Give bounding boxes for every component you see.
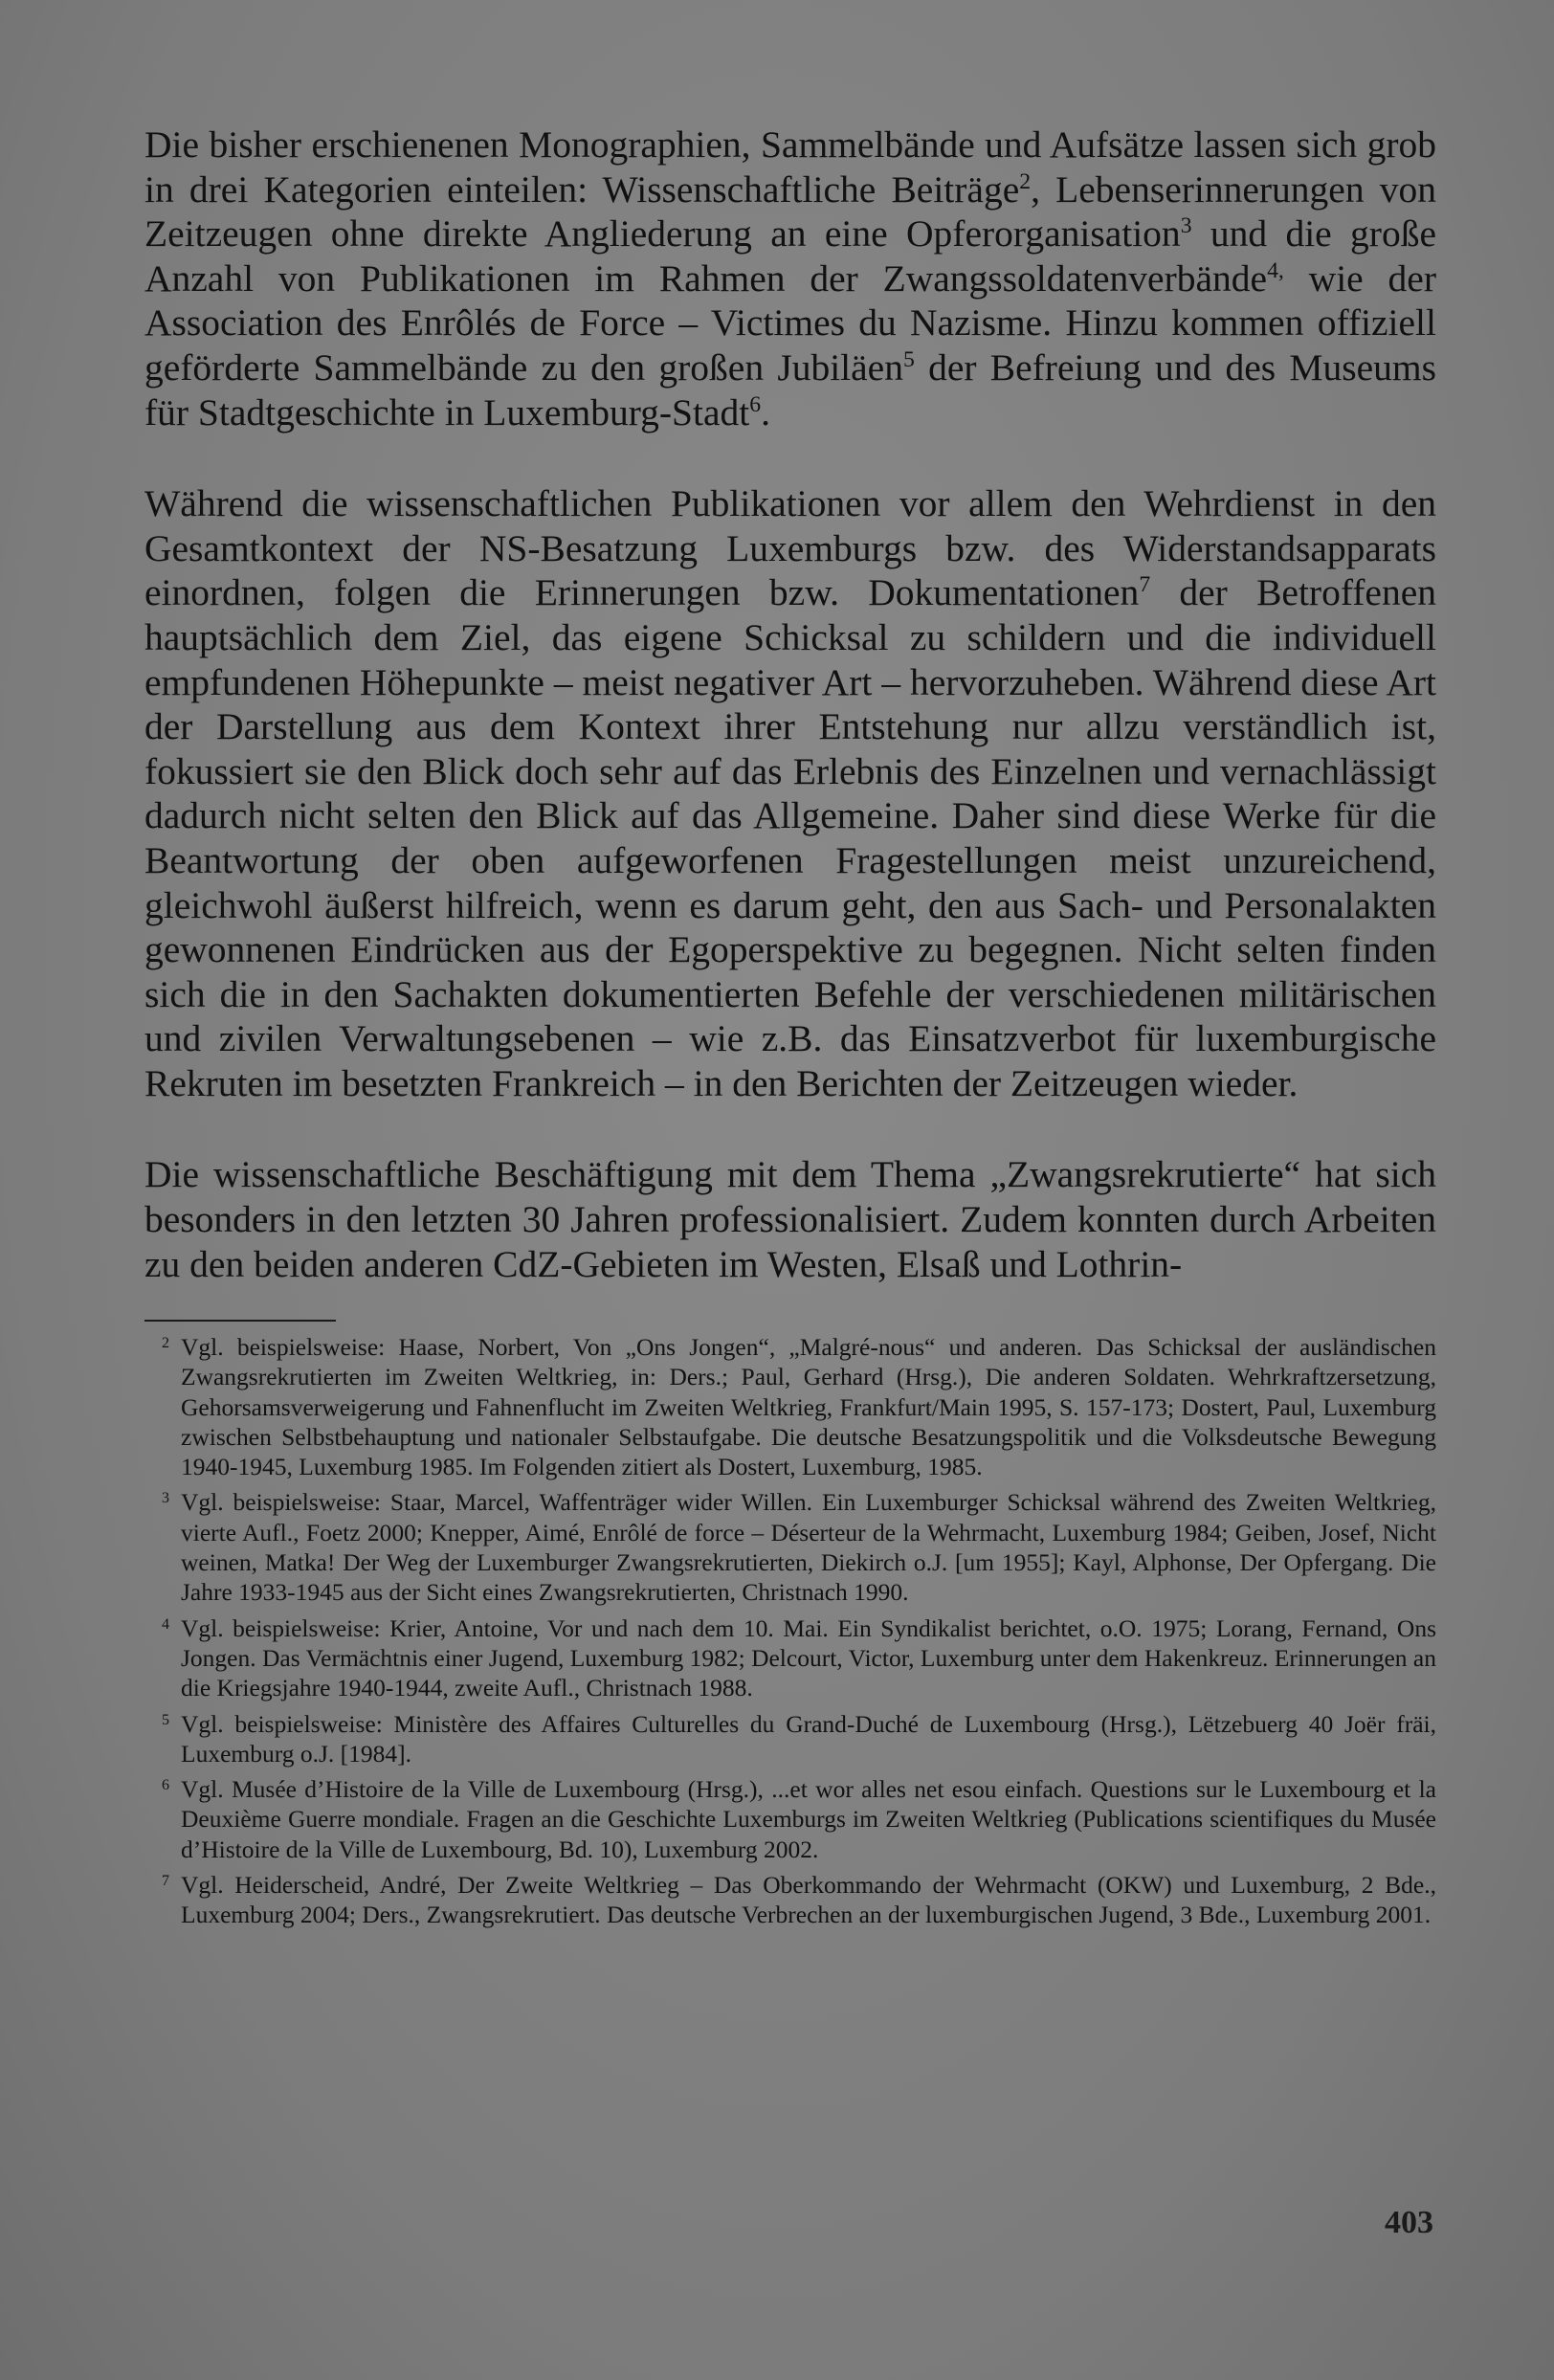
- footnote-text: Vgl. beispielsweise: Ministère des Affaires Culturelles du Grand-Duché de Luxembourg (Hrsg.), Lëtzebuerg 40 Joër fräi, Luxemburg o.J. [1984].: [181, 1709, 1436, 1768]
- footnote-number: 6: [162, 1777, 169, 1794]
- footnote-divider: [144, 1320, 336, 1322]
- paragraph-2: [144, 481, 1436, 1105]
- footnote-text: Vgl. Musée d’Histoire de la Ville de Luxembourg (Hrsg.), ...et wor alles net esou einfach. Questions sur le Luxembourg et la Deuxième Guerre mondiale. Fragen an die Geschichte Luxemburgs im Zweiten Weltkrieg (Publications scientifiques du Musée d’Histoire de la Ville de Luxembourg, Bd. 10), Luxemburg 2002.: [181, 1775, 1436, 1863]
- footnote-ref: 3: [1180, 213, 1192, 239]
- footnote-text: Vgl. beispielsweise: Haase, Norbert, Von „Ons Jongen“, „Malgré-nous“ und anderen. Das Schicksal der ausländischen Zwangsrekrutierten im Zweiten Weltkrieg, in: Ders.; Paul, Gerhard (Hrsg.), Die anderen Soldaten. Wehrkraftzersetzung, Gehorsamsverweigerung und Fahnenflucht im Zweiten Weltkrieg, Frankfurt/Main 1995, S. 157-173; Dostert, Paul, Luxemburg zwischen Selbstbehauptung und nationaler Selbstaufgabe. Die deutsche Besatzungspolitik und die Volksdeutsche Bewegung 1940-1945, Luxemburg 1985. Im Folgenden zitiert als Dostert, Luxemburg, 1985.: [181, 1333, 1436, 1481]
- footnote-2: [144, 1332, 1436, 1481]
- footnote-number: 3: [162, 1490, 169, 1507]
- body-text: [144, 122, 1436, 1286]
- page-number: 403: [1385, 2205, 1433, 2240]
- footnote-7: [144, 1870, 1436, 1930]
- footnote-ref: 4,: [1267, 257, 1284, 283]
- text-run: Während die wissenschaftlichen Publikationen vor allem den Wehrdienst in den Gesamtkontext der NS-Besatzung Luxemburgs bzw. des Widerstandsapparats einordnen, folgen die Erinnerungen bzw. Dokumentationen: [144, 482, 1436, 614]
- text-run: wie der Association des Enrôlés de Force – Victimes du Nazisme. Hinzu kommen offiziell geförderte Sammelbände zu den großen Jubiläen: [144, 256, 1436, 389]
- text-run: der Befreiung und des Museums für Stadtgeschichte in Luxemburg-Stadt: [144, 345, 1436, 434]
- footnotes-section: [144, 1332, 1436, 1936]
- text-run: und die große Anzahl von Publikationen im Rahmen der Zwangssoldatenverbände: [144, 212, 1436, 300]
- footnote-number: 2: [162, 1335, 169, 1351]
- text-run: Die bisher erschienenen Monographien, Sammelbände und Aufsätze lassen sich grob in drei Kategorien einteilen: Wissenschaftliche Beiträge: [144, 123, 1436, 211]
- footnote-ref: 7: [1139, 572, 1151, 598]
- footnote-4: [144, 1613, 1436, 1703]
- text-run: Die wissenschaftliche Beschäftigung mit dem Thema „Zwangsrekrutierte“ hat sich besonders in den letzten 30 Jahren professionalisiert. Zudem konnten durch Arbeiten zu den beiden anderen CdZ-Gebieten im Westen, Elsaß und Lothrin-: [144, 1153, 1436, 1285]
- paragraph-1: [144, 122, 1436, 434]
- text-run: .: [761, 390, 770, 434]
- footnote-ref: 2: [1019, 168, 1032, 194]
- footnote-ref: 5: [902, 346, 915, 372]
- paragraph-3: [144, 1152, 1436, 1286]
- footnote-text: Vgl. beispielsweise: Krier, Antoine, Vor und nach dem 10. Mai. Ein Syndikalist berichtet, o.O. 1975; Lorang, Fernand, Ons Jongen. Das Vermächtnis einer Jugend, Luxemburg 1982; Delcourt, Victor, Luxemburg unter dem Hakenkreuz. Erinnerungen an die Kriegsjahre 1940-1944, zweite Aufl., Christnach 1988.: [181, 1613, 1437, 1702]
- footnote-text: Vgl. Heiderscheid, André, Der Zweite Weltkrieg – Das Oberkommando der Wehrmacht (OKW) und Luxemburg, 2 Bde., Luxemburg 2004; Ders., Zwangsrekrutiert. Das deutsche Verbrechen an der luxemburgischen Jugend, 3 Bde., Luxemburg 2001.: [181, 1871, 1436, 1929]
- footnote-number: 4: [162, 1615, 169, 1633]
- footnote-text: Vgl. beispielsweise: Staar, Marcel, Waffenträger wider Willen. Ein Luxemburger Schicksal während des Zweiten Weltkrieg, vierte Aufl., Foetz 2000; Knepper, Aimé, Enrôlé de force – Déserteur de la Wehrmacht, Luxemburg 1984; Geiben, Josef, Nicht weinen, Matka! Der Weg der Luxemburger Zwangsrekrutierten, Diekirch o.J. [um 1955]; Kayl, Alphonse, Der Opfergang. Die Jahre 1933-1945 aus der Sicht eines Zwangsrekrutierten, Christnach 1990.: [181, 1488, 1436, 1607]
- text-run: der Betroffenen hauptsächlich dem Ziel, das eigene Schicksal zu schildern und die individuell empfundenen Höhepunkte – meist negativer Art – hervorzuheben. Während diese Art der Darstellung aus dem Kontext ihrer Entstehung nur allzu verständlich ist, fokussiert sie den Blick doch sehr auf das Erlebnis des Einzelnen und vernachlässigt dadurch nicht selten den Blick auf das Allgemeine. Daher sind diese Werke für die Beantwortung der oben aufgeworfenen Fragestellungen meist unzureichend, gleichwohl äußerst hilfreich, wenn es darum geht, den aus Sach- und Personalakten gewonnenen Eindrücken aus der Egoperspektive zu begegnen. Nicht selten finden sich die in den Sachakten dokumentierten Befehle der verschiedenen militärischen und zivilen Verwaltungsebenen – wie z.B. das Einsatzverbot für luxemburgische Rekruten im besetzten Frankreich – in den Berichten der Zeitzeugen wieder.: [144, 571, 1436, 1104]
- text-run: , Lebenserinnerungen von Zeitzeugen ohne direkte Angliederung an eine Opferorganisation: [144, 167, 1436, 256]
- footnote-5: [144, 1709, 1436, 1769]
- footnote-number: 5: [162, 1711, 169, 1728]
- footnote-3: [144, 1487, 1436, 1607]
- footnote-ref: 6: [749, 391, 762, 417]
- footnote-6: [144, 1774, 1436, 1864]
- footnote-number: 7: [162, 1873, 169, 1890]
